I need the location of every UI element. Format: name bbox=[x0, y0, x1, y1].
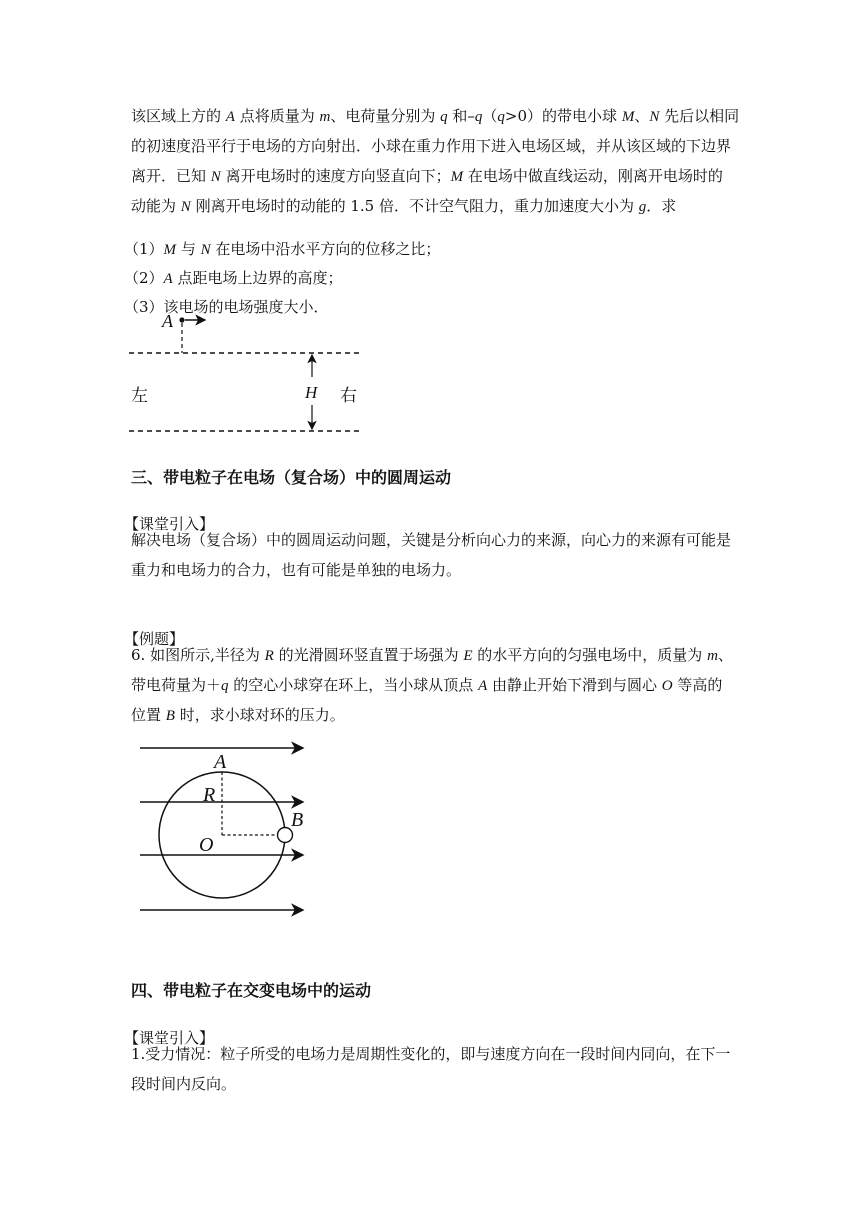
problem-line-2: 的初速度沿平行于电场的方向射出．小球在重力作用下进入电场区域，并从该区域的下边界 bbox=[131, 137, 732, 155]
ring-field-figure bbox=[135, 735, 315, 925]
question-2: （2）A 点距电场上边界的高度； bbox=[124, 269, 343, 287]
right-label: 右 bbox=[340, 386, 357, 406]
section-4-line-1: 1.受力情况：粒子所受的电场力是周期性变化的，即与速度方向在一段时间内同向，在下一 bbox=[131, 1045, 731, 1063]
section-4-intro-tag: 【课堂引入】 bbox=[124, 1029, 215, 1047]
section-3-title: 三、带电粒子在电场（复合场）中的圆周运动 bbox=[131, 468, 452, 487]
label-b: B bbox=[291, 809, 304, 831]
label-o: O bbox=[199, 834, 214, 856]
point-a-label: A bbox=[162, 311, 173, 331]
problem-line-3: 离开．已知 N 离开电场时的速度方向竖直向下；M 在电场中做直线运动，刚离开电场时的 bbox=[131, 167, 723, 185]
point-a-dot bbox=[179, 317, 184, 322]
question-3: （3）该电场的电场强度大小． bbox=[124, 298, 329, 316]
example-tag: 【例题】 bbox=[124, 630, 185, 648]
example-line-2: 带电荷量为＋q 的空心小球穿在环上，当小球从顶点 A 由静止开始下滑到与圆心 O 等高的 bbox=[131, 676, 723, 694]
example-line-3: 位置 B 时，求小球对环的压力。 bbox=[131, 706, 345, 724]
section-3-intro-tag: 【课堂引入】 bbox=[124, 515, 215, 533]
section-3-intro-line-1: 解决电场（复合场）中的圆周运动问题，关键是分析向心力的来源，向心力的来源有可能是 bbox=[131, 531, 732, 549]
example-line-1: 6. 如图所示,半径为 R 的光滑圆环竖直置于场强为 E 的水平方向的匀强电场中，质量为 m、 bbox=[131, 646, 733, 664]
height-label: H bbox=[305, 383, 318, 402]
section-3-intro-line-2: 重力和电场力的合力，也有可能是单独的电场力。 bbox=[131, 561, 462, 579]
label-r: R bbox=[203, 784, 216, 806]
label-a: A bbox=[214, 751, 227, 773]
question-1: （1）M 与 N 在电场中沿水平方向的位移之比； bbox=[124, 240, 441, 258]
section-4-line-2: 段时间内反向。 bbox=[131, 1075, 237, 1093]
problem-line-4: 动能为 N 刚离开电场时的动能的 1.5 倍．不计空气阻力，重力加速度大小为 g．求 bbox=[131, 197, 677, 215]
left-label: 左 bbox=[131, 386, 148, 406]
field-region-figure bbox=[125, 305, 370, 440]
section-4-title: 四、带电粒子在交变电场中的运动 bbox=[131, 981, 372, 1000]
problem-line-1: 该区域上方的 A 点将质量为 m、电荷量分别为 q 和–q（q>0）的带电小球 M、N 先后以相同 bbox=[131, 107, 740, 125]
